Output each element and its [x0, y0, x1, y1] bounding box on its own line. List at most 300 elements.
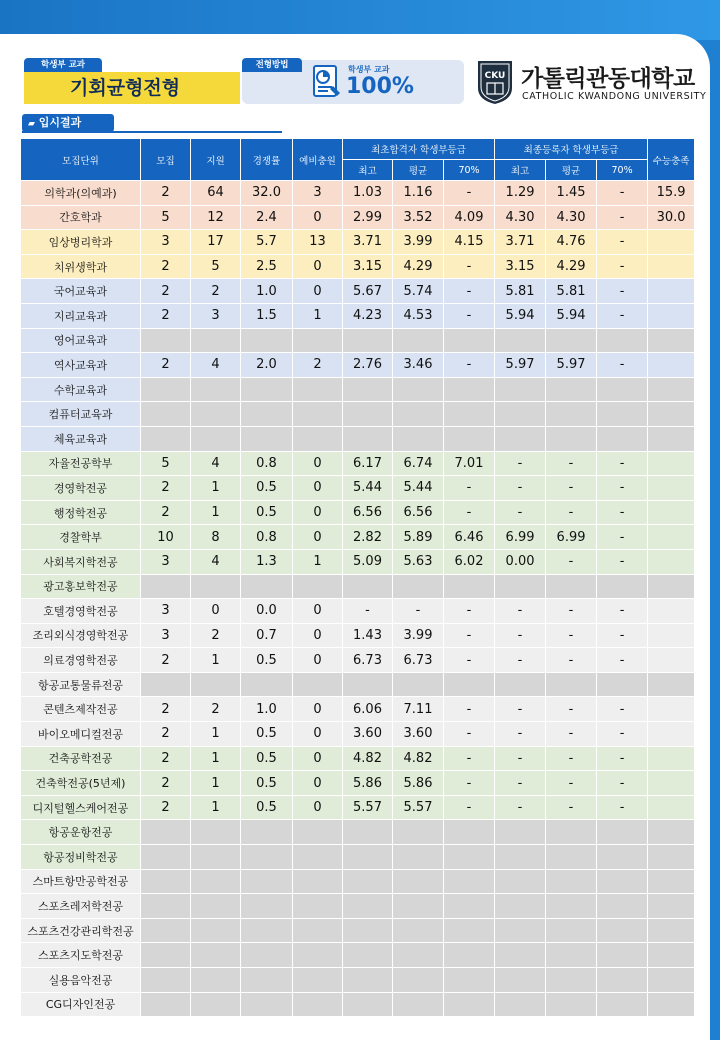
- table-cell: [343, 377, 393, 402]
- table-cell: [141, 869, 191, 894]
- table-cell: 2: [141, 279, 191, 304]
- table-cell: -: [597, 451, 648, 476]
- table-row: [21, 549, 695, 574]
- table-cell: 0: [293, 476, 343, 501]
- table-cell: 6.74: [393, 451, 444, 476]
- table-row: [21, 353, 695, 378]
- university-name-korean: 가톨릭관동대학교: [521, 66, 695, 92]
- table-cell: [141, 943, 191, 968]
- table-cell: 0: [293, 795, 343, 820]
- unit-name: 간호학과: [21, 205, 141, 230]
- table-cell: [241, 672, 293, 697]
- table-cell: 0: [293, 722, 343, 747]
- table-cell: [444, 943, 495, 968]
- table-row: [21, 894, 695, 919]
- table-row: [21, 230, 695, 255]
- table-cell: 3.99: [393, 623, 444, 648]
- table-cell: [141, 845, 191, 870]
- table-cell: [393, 845, 444, 870]
- unit-name: 의학과(의예과): [21, 181, 141, 206]
- table-cell: 3.15: [343, 254, 393, 279]
- table-row: [21, 279, 695, 304]
- table-row: [21, 500, 695, 525]
- category-tag: 학생부 교과: [24, 58, 102, 72]
- table-cell: -: [444, 623, 495, 648]
- table-cell: -: [597, 303, 648, 328]
- table-cell: [241, 845, 293, 870]
- table-cell: [191, 968, 241, 993]
- table-cell: [241, 968, 293, 993]
- table-cell: [293, 845, 343, 870]
- table-cell: 2.4: [241, 205, 293, 230]
- table-cell: -: [495, 476, 546, 501]
- table-cell: -: [597, 500, 648, 525]
- table-cell: [495, 845, 546, 870]
- header-unit: 모집단위: [21, 139, 141, 181]
- table-cell: [141, 672, 191, 697]
- table-cell: 1: [191, 746, 241, 771]
- table-cell: -: [444, 303, 495, 328]
- table-cell: [648, 230, 695, 255]
- table-cell: 6.46: [444, 525, 495, 550]
- table-cell: 5.57: [393, 795, 444, 820]
- table-cell: [241, 402, 293, 427]
- table-cell: 2.76: [343, 353, 393, 378]
- table-cell: 2.82: [343, 525, 393, 550]
- table-cell: [495, 672, 546, 697]
- table-cell: 3.46: [393, 353, 444, 378]
- table-cell: 5.57: [343, 795, 393, 820]
- table-cell: [444, 845, 495, 870]
- table-cell: 5.67: [343, 279, 393, 304]
- table-cell: [648, 746, 695, 771]
- table-row: [21, 968, 695, 993]
- table-cell: [241, 426, 293, 451]
- table-cell: [648, 771, 695, 796]
- table-cell: 0: [293, 525, 343, 550]
- table-cell: [293, 426, 343, 451]
- table-cell: 3.71: [343, 230, 393, 255]
- header-apply: 지원: [191, 139, 241, 181]
- table-cell: 13: [293, 230, 343, 255]
- table-cell: -: [495, 500, 546, 525]
- unit-name: 콘텐츠제작전공: [21, 697, 141, 722]
- table-cell: [293, 894, 343, 919]
- table-cell: [293, 992, 343, 1017]
- table-cell: 0.8: [241, 525, 293, 550]
- table-cell: -: [444, 353, 495, 378]
- table-cell: 5.89: [393, 525, 444, 550]
- unit-name: 경영학전공: [21, 476, 141, 501]
- table-cell: [648, 795, 695, 820]
- table-cell: 6.73: [343, 648, 393, 673]
- table-cell: -: [495, 697, 546, 722]
- table-cell: [141, 894, 191, 919]
- table-cell: [343, 328, 393, 353]
- unit-name: 스포츠지도학전공: [21, 943, 141, 968]
- table-cell: 6.17: [343, 451, 393, 476]
- table-cell: [546, 574, 597, 599]
- table-cell: -: [546, 746, 597, 771]
- table-cell: -: [597, 254, 648, 279]
- header-csat: 수능충족: [648, 139, 695, 181]
- table-cell: [648, 697, 695, 722]
- table-cell: [597, 328, 648, 353]
- table-cell: 2: [293, 353, 343, 378]
- unit-name: 경찰학부: [21, 525, 141, 550]
- table-cell: 10: [141, 525, 191, 550]
- unit-name: 항공정비학전공: [21, 845, 141, 870]
- table-cell: -: [546, 623, 597, 648]
- unit-name: 수학교육과: [21, 377, 141, 402]
- table-cell: 4.23: [343, 303, 393, 328]
- table-cell: 6.99: [546, 525, 597, 550]
- table-cell: 2: [141, 746, 191, 771]
- table-cell: [293, 968, 343, 993]
- table-cell: [597, 968, 648, 993]
- unit-name: 지리교육과: [21, 303, 141, 328]
- table-cell: [393, 426, 444, 451]
- table-cell: 5.81: [546, 279, 597, 304]
- table-cell: [343, 672, 393, 697]
- table-row: [21, 722, 695, 747]
- table-cell: [343, 820, 393, 845]
- table-cell: [393, 894, 444, 919]
- table-cell: 6.56: [393, 500, 444, 525]
- table-cell: 2: [141, 254, 191, 279]
- table-cell: 3: [293, 181, 343, 206]
- table-cell: [546, 672, 597, 697]
- unit-name: 국어교육과: [21, 279, 141, 304]
- unit-name: 디지털헬스케어전공: [21, 795, 141, 820]
- table-cell: [141, 968, 191, 993]
- header-final-best: 최고: [495, 160, 546, 181]
- table-cell: 0.00: [495, 549, 546, 574]
- table-cell: [648, 451, 695, 476]
- table-cell: 0: [293, 279, 343, 304]
- table-cell: 6.06: [343, 697, 393, 722]
- document-chart-icon: [311, 64, 343, 100]
- table-cell: [343, 402, 393, 427]
- table-cell: [648, 820, 695, 845]
- table-cell: [191, 402, 241, 427]
- table-cell: -: [546, 451, 597, 476]
- section-label: [22, 114, 114, 132]
- table-cell: [343, 574, 393, 599]
- table-cell: [648, 648, 695, 673]
- table-cell: -: [597, 525, 648, 550]
- table-cell: 0.5: [241, 500, 293, 525]
- table-cell: 6.02: [444, 549, 495, 574]
- table-cell: -: [495, 746, 546, 771]
- table-cell: [393, 574, 444, 599]
- table-cell: -: [495, 648, 546, 673]
- table-cell: 5.97: [546, 353, 597, 378]
- method-percent: 100%: [346, 74, 414, 99]
- table-cell: 17: [191, 230, 241, 255]
- table-cell: 4.30: [495, 205, 546, 230]
- unit-name: 사회복지학전공: [21, 549, 141, 574]
- table-cell: 5.44: [393, 476, 444, 501]
- header-ratio: 경쟁률: [241, 139, 293, 181]
- table-cell: 0: [293, 746, 343, 771]
- table-cell: [141, 574, 191, 599]
- table-cell: -: [343, 599, 393, 624]
- header-first-group: 최초합격자 학생부등급: [343, 139, 495, 160]
- table-row: [21, 648, 695, 673]
- table-row: [21, 943, 695, 968]
- table-cell: 2.99: [343, 205, 393, 230]
- table-cell: [648, 869, 695, 894]
- table-cell: -: [597, 648, 648, 673]
- table-cell: [546, 918, 597, 943]
- table-row: [21, 697, 695, 722]
- table-cell: [191, 426, 241, 451]
- table-cell: -: [444, 279, 495, 304]
- unit-name: 바이오메디컬전공: [21, 722, 141, 747]
- table-cell: [293, 943, 343, 968]
- table-cell: [141, 992, 191, 1017]
- table-cell: [597, 820, 648, 845]
- table-cell: [444, 574, 495, 599]
- table-cell: [597, 918, 648, 943]
- header-first-70: 70%: [444, 160, 495, 181]
- table-cell: [546, 968, 597, 993]
- unit-name: 건축학전공(5년제): [21, 771, 141, 796]
- table-cell: 0: [293, 254, 343, 279]
- table-cell: 2: [191, 623, 241, 648]
- table-row: [21, 795, 695, 820]
- table-cell: 12: [191, 205, 241, 230]
- table-cell: [241, 377, 293, 402]
- table-cell: [495, 992, 546, 1017]
- table-cell: [495, 402, 546, 427]
- table-row: [21, 918, 695, 943]
- table-cell: [191, 574, 241, 599]
- table-cell: [141, 918, 191, 943]
- table-cell: [495, 894, 546, 919]
- table-cell: 3: [191, 303, 241, 328]
- table-cell: -: [444, 722, 495, 747]
- table-cell: 1: [191, 795, 241, 820]
- table-cell: [393, 328, 444, 353]
- table-cell: 0.7: [241, 623, 293, 648]
- table-cell: [648, 254, 695, 279]
- table-cell: -: [444, 795, 495, 820]
- table-cell: 30.0: [648, 205, 695, 230]
- table-cell: [597, 672, 648, 697]
- table-cell: [597, 869, 648, 894]
- table-cell: [293, 672, 343, 697]
- table-cell: 3.99: [393, 230, 444, 255]
- table-cell: [495, 968, 546, 993]
- table-cell: [597, 894, 648, 919]
- unit-name: 항공교통물류전공: [21, 672, 141, 697]
- table-row: [21, 771, 695, 796]
- table-cell: 5.63: [393, 549, 444, 574]
- table-cell: 4.09: [444, 205, 495, 230]
- table-cell: [141, 402, 191, 427]
- table-cell: -: [597, 722, 648, 747]
- table-cell: [191, 943, 241, 968]
- table-cell: 6.99: [495, 525, 546, 550]
- table-row: [21, 672, 695, 697]
- table-cell: 1.5: [241, 303, 293, 328]
- table-row: [21, 451, 695, 476]
- section-label-text: 입시결과: [38, 116, 82, 129]
- table-cell: -: [597, 623, 648, 648]
- table-cell: [597, 943, 648, 968]
- table-cell: [597, 377, 648, 402]
- table-row: [21, 574, 695, 599]
- table-cell: [191, 992, 241, 1017]
- table-cell: [648, 328, 695, 353]
- table-cell: -: [546, 771, 597, 796]
- table-cell: -: [444, 599, 495, 624]
- table-row: [21, 820, 695, 845]
- university-name-english: CATHOLIC KWANDONG UNIVERSITY: [522, 91, 707, 102]
- table-cell: 3.60: [343, 722, 393, 747]
- table-cell: 3: [141, 230, 191, 255]
- unit-name: 실용음악전공: [21, 968, 141, 993]
- table-body: [21, 181, 695, 1017]
- table-row: [21, 328, 695, 353]
- table-cell: 3: [141, 599, 191, 624]
- table-cell: [293, 869, 343, 894]
- method-subject: 학생부 교과: [348, 65, 390, 74]
- header-first-avg: 평균: [393, 160, 444, 181]
- table-cell: 5.44: [343, 476, 393, 501]
- table-row: [21, 181, 695, 206]
- table-cell: 2: [141, 181, 191, 206]
- table-cell: [343, 894, 393, 919]
- table-cell: [648, 574, 695, 599]
- table-cell: 4.82: [343, 746, 393, 771]
- table-cell: [495, 328, 546, 353]
- table-cell: 2: [141, 648, 191, 673]
- right-edge-strip: [710, 40, 720, 1040]
- table-cell: 7.11: [393, 697, 444, 722]
- table-cell: [648, 353, 695, 378]
- table-cell: -: [546, 795, 597, 820]
- table-cell: [648, 943, 695, 968]
- table-cell: -: [444, 771, 495, 796]
- table-cell: [191, 672, 241, 697]
- table-cell: 0.5: [241, 722, 293, 747]
- table-cell: 2: [141, 500, 191, 525]
- method-tag: 전형방법: [242, 58, 302, 72]
- table-cell: 1: [191, 722, 241, 747]
- table-cell: [597, 426, 648, 451]
- table-cell: -: [444, 648, 495, 673]
- table-cell: 0: [293, 599, 343, 624]
- table-cell: 1: [191, 648, 241, 673]
- table-cell: -: [597, 599, 648, 624]
- table-cell: 5.94: [546, 303, 597, 328]
- table-cell: -: [597, 353, 648, 378]
- table-cell: [648, 476, 695, 501]
- table-cell: [495, 918, 546, 943]
- table-cell: -: [597, 476, 648, 501]
- table-cell: 1: [191, 771, 241, 796]
- table-cell: [191, 869, 241, 894]
- table-cell: [546, 426, 597, 451]
- table-cell: 5.86: [343, 771, 393, 796]
- table-cell: [343, 426, 393, 451]
- table-cell: [393, 992, 444, 1017]
- table-cell: [241, 894, 293, 919]
- table-cell: [444, 869, 495, 894]
- university-emblem-icon: [475, 58, 515, 106]
- table-cell: [393, 377, 444, 402]
- table-cell: [648, 918, 695, 943]
- table-cell: 6.73: [393, 648, 444, 673]
- table-cell: 1.16: [393, 181, 444, 206]
- table-cell: [546, 377, 597, 402]
- table-cell: -: [597, 795, 648, 820]
- table-cell: 1: [293, 549, 343, 574]
- table-cell: [191, 918, 241, 943]
- table-cell: [495, 820, 546, 845]
- table-cell: [241, 820, 293, 845]
- table-cell: [343, 869, 393, 894]
- table-cell: 2: [141, 353, 191, 378]
- table-cell: 1: [293, 303, 343, 328]
- table-row: [21, 623, 695, 648]
- unit-name: 체육교육과: [21, 426, 141, 451]
- table-cell: -: [546, 500, 597, 525]
- table-cell: -: [597, 279, 648, 304]
- table-cell: [343, 968, 393, 993]
- unit-name: 스마트항만공학전공: [21, 869, 141, 894]
- unit-name: 임상병리학과: [21, 230, 141, 255]
- table-cell: [141, 328, 191, 353]
- table-cell: 2.0: [241, 353, 293, 378]
- table-cell: 0.0: [241, 599, 293, 624]
- table-cell: [495, 574, 546, 599]
- table-cell: 0.5: [241, 795, 293, 820]
- table-cell: [444, 426, 495, 451]
- table-cell: [393, 820, 444, 845]
- table-cell: 0: [293, 500, 343, 525]
- table-cell: [191, 894, 241, 919]
- table-cell: [241, 328, 293, 353]
- table-row: [21, 525, 695, 550]
- table-cell: [241, 574, 293, 599]
- table-cell: -: [495, 722, 546, 747]
- table-cell: [393, 968, 444, 993]
- table-cell: -: [597, 771, 648, 796]
- table-cell: [648, 549, 695, 574]
- header-first-best: 최고: [343, 160, 393, 181]
- unit-name: 자율전공학부: [21, 451, 141, 476]
- table-cell: 4: [191, 353, 241, 378]
- table-cell: 0: [293, 697, 343, 722]
- table-cell: 0.5: [241, 771, 293, 796]
- table-cell: [648, 599, 695, 624]
- table-row: [21, 476, 695, 501]
- table-cell: 3.71: [495, 230, 546, 255]
- unit-name: 영어교육과: [21, 328, 141, 353]
- unit-name: 치위생학과: [21, 254, 141, 279]
- table-cell: -: [597, 181, 648, 206]
- table-cell: 2: [141, 722, 191, 747]
- table-cell: 5.7: [241, 230, 293, 255]
- table-cell: 0.5: [241, 746, 293, 771]
- table-cell: [343, 845, 393, 870]
- header-reserve: 예비충원: [293, 139, 343, 181]
- table-cell: [393, 672, 444, 697]
